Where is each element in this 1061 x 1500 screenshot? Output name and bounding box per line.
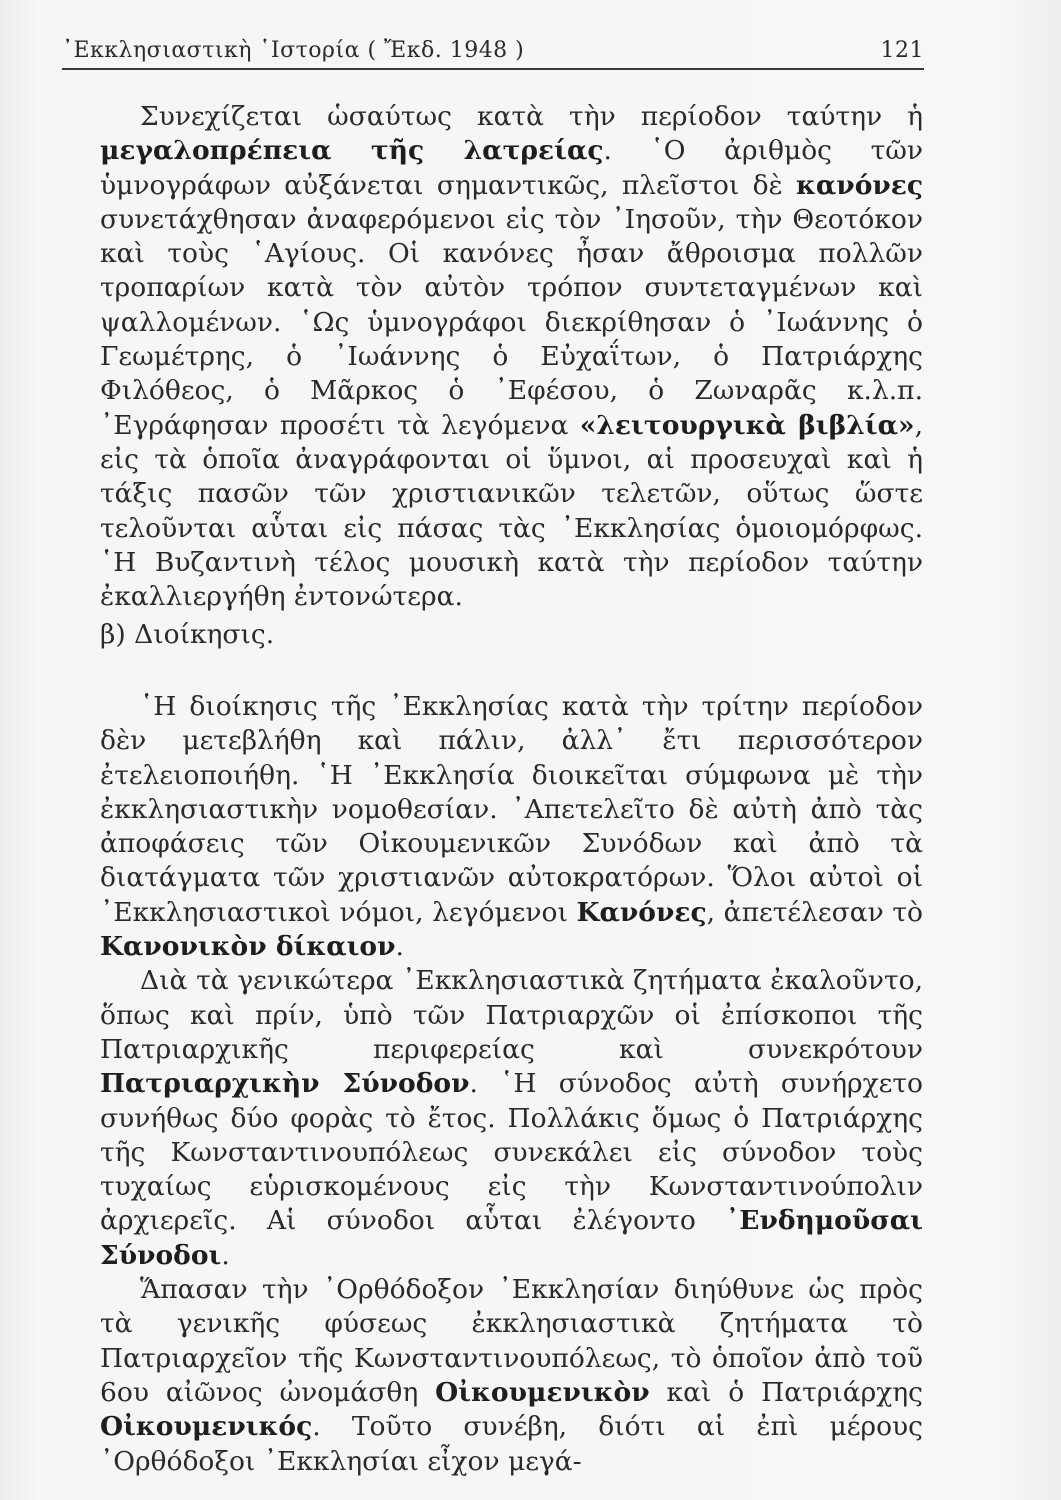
paragraph-1-emphasis-c: «λειτουργικὰ βιβλία» — [579, 409, 915, 441]
paragraph-liturgy — [100, 100, 923, 614]
paragraph-3-text-c: . — [221, 1239, 230, 1271]
section-heading — [100, 618, 274, 652]
paragraph-synods — [100, 964, 923, 1273]
paragraph-2-text-b: , ἀπετέλεσαν τὸ — [706, 896, 923, 928]
paragraph-administration — [100, 690, 923, 964]
section-title: Διοίκησις. — [134, 619, 275, 650]
paragraph-2-text-c: . — [395, 931, 404, 963]
page-number: 121 — [880, 38, 924, 63]
paragraph-3-text-b: . ῾Η σύνοδος αὐτὴ συνήρχετο συνήθως δύο φορὰς τὸ ἔτος. Πολλάκις ὅμως ὁ Πατριάρχης τῆς Κωνσταντινουπόλεως συνεκάλει εἰς σύνοδον τοὺς τυχαίως εὑρισκομένους εἰς τὴν Κωνσταντινούπολιν ἀρχιερεῖς. Αἱ σύνοδοι αὗται ἐλέγοντο — [100, 1068, 923, 1237]
paragraph-patriarchate — [100, 1273, 923, 1479]
running-header — [62, 36, 924, 70]
paragraph-2-text-a: ῾Η διοίκησις τῆς ᾿Εκκλησίας κατὰ τὴν τρίτην περίοδον δὲν μετεβλήθη καὶ πάλιν, ἀλλ᾿ ἔτι περισσότερον ἐτελειοποιήθη. ῾Η ᾿Εκκλησία διοικεῖται σύμφωνα μὲ τὴν ἐκκλησιαστικὴν νομοθεσίαν. ᾿Απετελεῖτο δὲ αὐτὴ ἀπὸ τὰς ἀποφάσεις τῶν Οἰκουμενικῶν Συνόδων καὶ ἀπὸ τὰ διατάγματα τῶν χριστιανῶν αὐτοκρατόρων. Ὅλοι αὐτοὶ οἱ ᾿Εκκλησιαστικοὶ νόμοι, λεγόμενοι — [100, 691, 923, 928]
running-title: ᾿Εκκλησιαστικὴ ῾Ιστορία ( Ἔκδ. 1948 ) — [62, 38, 525, 63]
paragraph-3-emphasis-a: Πατριαρχικὴν Σύνοδον — [100, 1068, 470, 1100]
paragraph-2-emphasis-b: Κανονικὸν δίκαιον — [100, 931, 396, 963]
paragraph-4-text-b: καὶ ὁ Πατριάρχης — [649, 1376, 923, 1408]
paragraph-1-text-b: . ῾Ο ἀριθμὸς τῶν ὑμνογράφων αὐξάνεται σημαντικῶς, πλεῖστοι δὲ — [100, 135, 924, 201]
paragraph-1-text-d: , εἰς τὰ ὁποῖα ἀναγράφονται οἱ ὕμνοι, αἱ προσευχαὶ καὶ ἡ τάξις πασῶν τῶν χριστιανικῶν τελετῶν, οὕτως ὥστε τελοῦνται αὗται εἰς πάσας τὰς ᾿Εκκλησίας ὁμοιομόρφως. ῾Η Βυζαντινὴ τέλος μουσικὴ κατὰ τὴν περίοδον ταύτην ἐκαλλιεργήθη ἐντονώτερα. — [100, 409, 923, 613]
body-text-liturgy — [100, 100, 923, 614]
paragraph-4-text-c: . Τοῦτο συνέβη, διότι αἱ ἐπὶ μέρους ᾿Ορθόδοξοι ᾿Εκκλησίαι εἶχον μεγά- — [100, 1411, 923, 1477]
paragraph-1-emphasis-b: κανόνες — [796, 169, 923, 201]
section-label: β) — [100, 619, 126, 650]
paragraph-4-emphasis-a: Οἰκουμενικὸν — [435, 1376, 650, 1408]
paragraph-1-text-a: Συνεχίζεται ὡσαύτως κατὰ τὴν περίοδον ταύτην ἡ — [140, 101, 923, 132]
paragraph-1-emphasis-a: μεγαλοπρέπεια τῆς λατρείας — [100, 135, 604, 167]
paragraph-3-text-a: Διὰ τὰ γενικώτερα ᾿Εκκλησιαστικὰ ζητήματα ἐκαλοῦντο, ὅπως καὶ πρίν, ὑπὸ τῶν Πατριαρχῶν οἱ ἐπίσκοποι τῆς Πατριαρχικῆς περιφερείας καὶ συνεκρότουν — [100, 965, 923, 1065]
paragraph-4-text-a: Ἅπασαν τὴν ᾿Ορθόδοξον ᾿Εκκλησίαν διηύθυνε ὡς πρὸς τὰ γενικῆς φύσεως ἐκκλησιαστικὰ ζητήματα τὸ Πατριαρχεῖον τῆς Κωνσταντινουπόλεως, τὸ ὁποῖον ἀπὸ τοῦ 6ου αἰῶνος ὠνομάσθη — [100, 1274, 923, 1408]
paragraph-1-text-c: συνετάχθησαν ἀναφερόμενοι εἰς τὸν ᾿Ιησοῦν, τὴν Θεοτόκον καὶ τοὺς ῾Αγίους. Οἱ κανόνες ἦσαν ἄθροισμα πολλῶν τροπαρίων κατὰ τὸν αὐτὸν τρόπον συντεταγμένων καὶ ψαλλομένων. ῾Ως ὑμνογράφοι διεκρίθησαν ὁ ᾿Ιωάννης ὁ Γεωμέτρης, ὁ ᾿Ιωάννης ὁ Εὐχαΐτων, ὁ Πατριάρχης Φιλόθεος, ὁ Μᾶρκος ὁ ᾿Εφέσου, ὁ Ζωναρᾶς κ.λ.π. ᾿Εγράφησαν προσέτι τὰ λεγόμενα — [100, 203, 923, 441]
paragraph-3-emphasis-b: ᾿Ενδημοῦσαι Σύνοδοι — [100, 1205, 923, 1271]
paragraph-4-emphasis-b: Οἰκουμενικός — [100, 1411, 313, 1443]
paragraph-2-emphasis-a: Κανόνες — [576, 896, 707, 928]
body-text-administration — [100, 690, 923, 1479]
